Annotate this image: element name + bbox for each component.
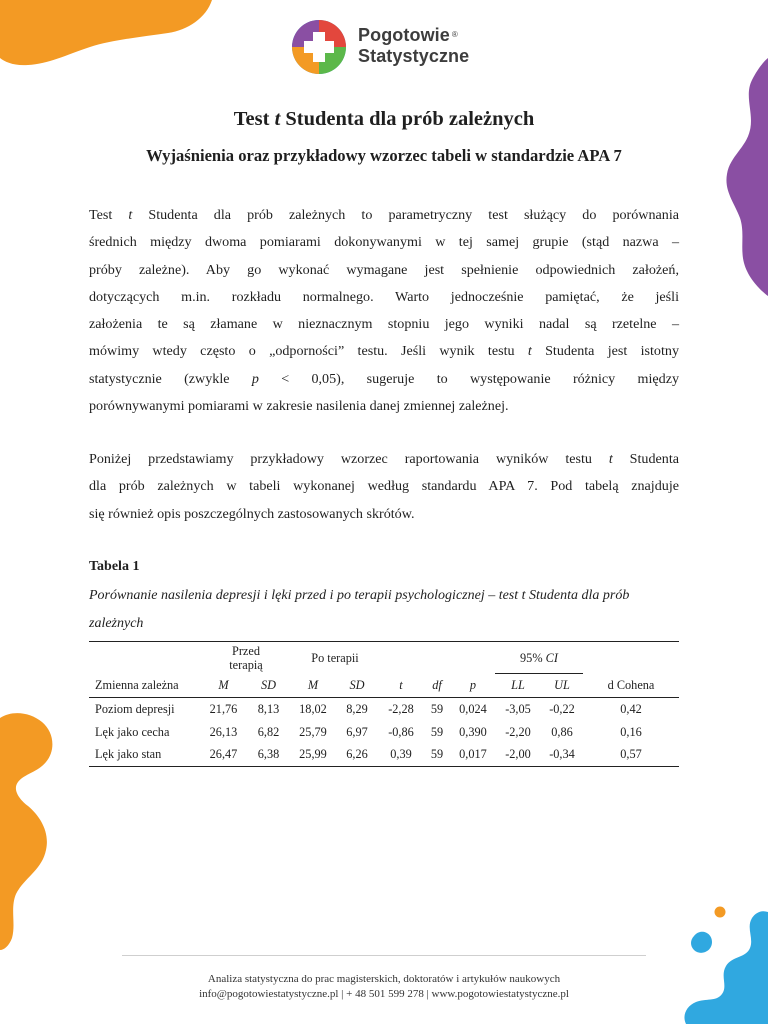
footer-divider (122, 955, 646, 956)
col-m-before: M (201, 674, 246, 698)
col-ul: UL (541, 674, 583, 698)
col-p: p (451, 674, 495, 698)
brand-logo (290, 18, 490, 76)
col-ll: LL (495, 674, 541, 698)
col-cohen-d: d Cohena (583, 674, 679, 698)
footer-tagline: Analiza statystyczna do prac magisterskich, doktoratów i artykułów naukowych (207, 973, 561, 985)
col-sd-before: SD (246, 674, 291, 698)
page-subtitle: Wyjaśnienia oraz przykładowy wzorzec tabeli w standardzie APA 7 (146, 146, 622, 165)
page-footer (0, 972, 768, 1002)
brand-line-2: Statystyczne (358, 46, 470, 66)
ci-header: 95% CI (495, 642, 583, 674)
orange-splash-left (0, 710, 60, 950)
col-sd-after: SD (335, 674, 379, 698)
template-paragraph: Poniżej przedstawiamy przykładowy wzorzec raportowania wyników testu t Studenta dla prób zależnych w tabeli wykonanej według standardu APA 7. Pod tabelą znajduje się również opis poszczególnych zastosowanych skrótów. (89, 451, 679, 522)
brand-name (358, 25, 469, 67)
col-t: t (379, 674, 423, 698)
table-caption: Porównanie nasilenia depresji i lęki przed i po terapii psychologicznej – test t Studenta dla prób zależnych (89, 588, 630, 631)
table-header-row (89, 674, 679, 698)
orange-splash-top-left (0, 0, 215, 70)
footer-contact: info@pogotowiestatystyczne.pl | + 48 501 599 278 | www.pogotowiestatystyczne.pl (199, 988, 569, 1000)
page-title: Test t Studenta dla prób zależnych (233, 108, 535, 130)
brand-line-1: Pogotowie (358, 25, 450, 45)
table-row: Lęk jako stan 26,47 6,38 25,99 6,26 0,39 59 0,017 -2,00 -0,34 0,57 (89, 744, 679, 767)
results-table (89, 641, 679, 767)
col-df: df (423, 674, 451, 698)
purple-splash-right (700, 58, 768, 298)
col-variable: Zmienna zależna (89, 674, 201, 698)
after-therapy-header: Po terapii (311, 650, 359, 665)
table-row: Lęk jako cecha 26,13 6,82 25,79 6,97 -0,86 59 0,390 -2,20 0,86 0,16 (95, 724, 642, 739)
logo-cross-icon (290, 18, 348, 76)
table-header-group-row (89, 642, 679, 674)
intro-paragraph: Test t Studenta dla prób zależnych to parametryczny test służący do porównania średnich między dwoma pomiarami dokonywanymi w tej samej grupie (stąd nazwa – próby zależne). Aby go wykonać wymagane jest spełnienie odpowiednich założeń, dotyczących m.in. rozkładu normalnego. Warto jednocześnie pamiętać, że jeśli założenia te są złamane w nieznacznym stopniu jego wyniki nadal są rzetelne – mówimy wtedy często o „odporności” testu. Jeśli wynik testu t Studenta jest istotny statystycznie (zwykle p < 0,05), sugeruje to występowanie różnicy między porównywanymi pomiarami w zakresie nasilenia danej zmiennej zależnej. (89, 207, 679, 415)
table-label: Tabela 1 (89, 559, 140, 574)
before-therapy-header: Przed terapią (229, 643, 263, 672)
col-m-after: M (291, 674, 335, 698)
registered-mark: ® (451, 30, 458, 39)
blue-splash-bottom-right (676, 906, 768, 1024)
table-row: Poziom depresji 21,76 8,13 18,02 8,29 -2,28 59 0,024 -3,05 -0,22 0,42 (95, 701, 642, 716)
